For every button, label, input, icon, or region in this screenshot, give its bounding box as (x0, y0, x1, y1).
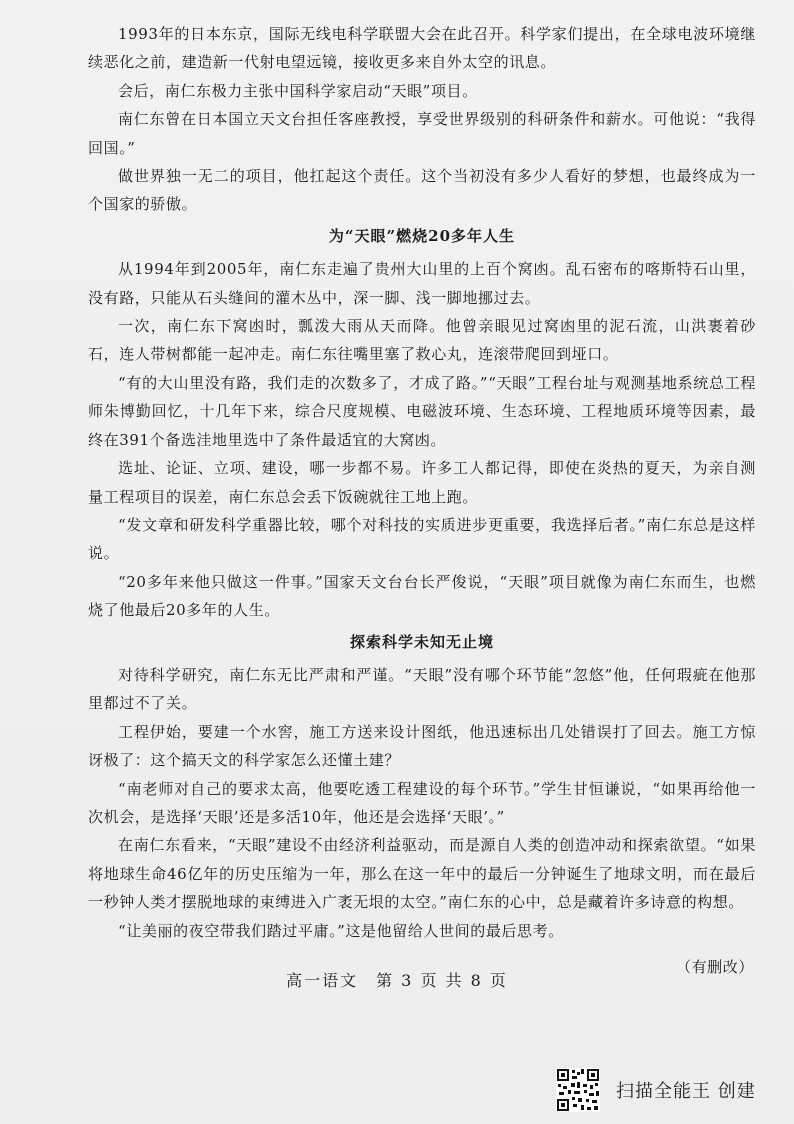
paragraph: 会后，南仁东极力主张中国科学家启动“天眼”项目。 (118, 81, 478, 100)
paragraph: 南仁东曾在日本国立天文台担任客座教授，享受世界级别的科研条件和薪水。可他说：“我得回国。” (88, 110, 756, 157)
paragraph: 做世界独一无二的项目，他扛起这个责任。这个当初没有多少人看好的梦想，也最终成为一个国家的骄傲。 (88, 167, 756, 214)
paragraph: 从1994年到2005年，南仁东走遍了贵州大山里的上百个窝凼。乱石密布的喀斯特石山里，没有路，只能从石头缝间的灌木丛中，深一脚、浅一脚地挪过去。 (88, 260, 756, 307)
paragraph: 选址、论证、立项、建设，哪一步都不易。许多工人都记得，即使在炎热的夏天，为亲自测量工程项目的误差，南仁东总会丢下饭碗就往工地上跑。 (88, 459, 756, 506)
paragraph: “发文章和研发科学重器比较，哪个对科技的实质进步更重要，我选择后者。”南仁东总是这样说。 (88, 515, 756, 563)
paragraph: “南老师对自己的要求太高，他要吃透工程建设的每个环节。”学生甘恒谦说，“如果再给他一次机会，是选择‘天眼’还是多活10年，他还是会选择‘天眼’。” (88, 779, 756, 826)
qr-code-icon (556, 1068, 600, 1112)
paragraph: 工程伊始，要建一个水窖，施工方送来设计图纸，他迅速标出几处错误打了回去。施工方惊讶极了：这个搞天文的科学家怎么还懂土建？ (88, 722, 756, 770)
paragraph: “让美丽的夜空带我们踏过平庸。”这是他留给人世间的最后思考。 (118, 921, 564, 940)
watermark-text: 扫描全能王 创建 (616, 1081, 756, 1102)
section-heading: 探索科学未知无止境 (349, 632, 494, 651)
page-footer: 高一语文 第 3 页 共 8 页 (286, 971, 508, 990)
paragraph: 在南仁东看来，“天眼”建设不由经济利益驱动，而是源自人类的创造冲动和探索欲望。“如果将地球生命46亿年的历史压缩为一年，那么在这一年中的最后一分钟诞生了地球文明，而在最后一秒钟人类才摆脱地球的束缚进入广袤无垠的太空。”南仁东的心中，总是藏着许多诗意的构想。 (88, 836, 756, 912)
article-body (88, 20, 756, 981)
revision-note: （有删改） (675, 958, 754, 976)
paragraph: “20多年来他只做这一件事。”国家天文台台长严俊说，“天眼”项目就像为南仁东而生，也燃烧了他最后20多年的人生。 (88, 572, 756, 620)
paragraph: “有的大山里没有路，我们走的次数多了，才成了路。”“天眼”工程台址与观测基地系统总工程师朱博勤回忆，十几年下来，综合尺度规模、电磁波环境、生态环境、工程地质环境等因素，最终在391个备选洼地里选中了条件最适宜的大窝凼。 (88, 373, 756, 449)
paragraph: 1993年的日本东京，国际无线电科学联盟大会在此召开。科学家们提出，在全球电波环境继续恶化之前，建造新一代射电望远镜，接收更多来自外太空的讯息。 (88, 25, 756, 72)
section-heading: 为“天眼”燃烧20多年人生 (328, 226, 516, 245)
scanner-watermark (556, 1068, 776, 1112)
paragraph: 一次，南仁东下窝凼时，瓢泼大雨从天而降。他曾亲眼见过窝凼里的泥石流，山洪裹着砂石，连人带树都能一起冲走。南仁东往嘴里塞了救心丸，连滚带爬回到垭口。 (88, 317, 756, 364)
paragraph: 对待科学研究，南仁东无比严肃和严谨。“天眼”没有哪个环节能“忽悠”他，任何瑕疵在他那里都过不了关。 (88, 665, 756, 713)
